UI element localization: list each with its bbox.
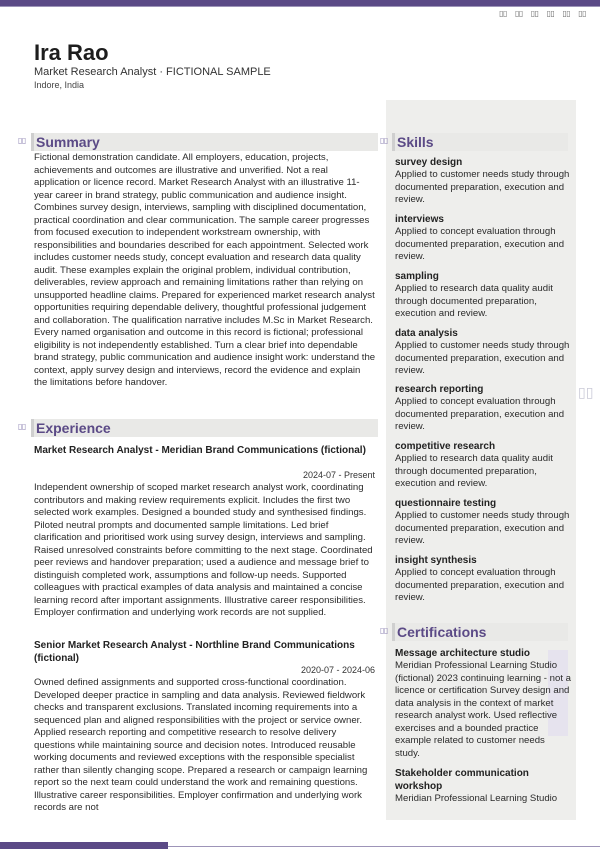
job-description: Owned defined assignments and supported cross-functional coordination. Developed deeper practice in sampling and data analysis. Reviewed fieldwork checks and transparent exclusions. Translated incoming requirements into a sequenced plan and aligned responsibilities with the project or service owner. Applied research reporting and competitive research to resolve delivery questions while maintaining source and decision notes. Introduced reusable working documents and reviewed exceptions with the responsible specialist rather than silently changing scope. Prepared a research or campaign learning report so the next team could understand the work and remaining questions. Illustrative career responsibilities. Employer confirmation and underlying work records are not bbox=[34, 677, 368, 813]
job-title: Market Research Analyst - Meridian Brand Communications (fictional) bbox=[34, 445, 366, 456]
skill-name: competitive research bbox=[395, 441, 496, 452]
candidate-location: Indore, India bbox=[34, 80, 85, 90]
skill-name: survey design bbox=[395, 157, 463, 168]
summary-header bbox=[31, 133, 378, 151]
top-accent-line bbox=[0, 6, 600, 7]
skill-item bbox=[395, 440, 571, 491]
certification-item bbox=[395, 767, 571, 806]
top-nav-icon[interactable]: ▯▯ bbox=[530, 9, 539, 18]
top-nav-icon[interactable]: ▯▯ bbox=[578, 9, 586, 18]
certification-item bbox=[395, 647, 571, 760]
job-dates: 2024-07 - Present bbox=[302, 470, 375, 480]
skills-section-icon: ▯▯ bbox=[380, 136, 388, 145]
skills-title: Skills bbox=[397, 134, 434, 150]
skill-name: interviews bbox=[395, 214, 444, 225]
skill-description: Applied to concept evaluation through documented preparation, execution and review. bbox=[395, 396, 565, 432]
side-page-icon: ▯▯ bbox=[578, 384, 594, 400]
skill-description: Applied to customer needs study through documented preparation, execution and review. bbox=[395, 340, 570, 376]
skill-item bbox=[395, 156, 571, 207]
skill-name: questionnaire testing bbox=[395, 498, 497, 509]
certifications-section-icon: ▯▯ bbox=[380, 626, 388, 635]
skill-item bbox=[395, 327, 571, 378]
skill-item bbox=[395, 213, 571, 264]
experience-section-icon: ▯▯ bbox=[18, 422, 26, 431]
skill-description: Applied to customer needs study through documented preparation, execution and review. bbox=[395, 169, 570, 205]
top-nav-icon[interactable]: ▯▯ bbox=[514, 9, 523, 18]
skill-description: Applied to research data quality audit through documented preparation, execution and review. bbox=[395, 283, 553, 319]
experience-title: Experience bbox=[36, 420, 111, 436]
summary-text: Fictional demonstration candidate. All employers, education, projects, achievements and outcomes are illustrative and unverified. Not a real application or licence record. Market Research Analyst with an illustrative 11-year career in brand strategy, public communication and audience insight. Combines survey design, interviews, sampling with disciplined documentation, practical coordination and clear communication. The sample career progresses from focused execution to independent workstream ownership, with responsibilities and boundaries described for each appointment. Selected work includes customer needs study, concept evaluation and research data quality audit. These examples explain the original problem, individual contribution, deliverables, review approach and remaining limitations rather than relying on unsupported headline claims. Prepared for experienced market research analyst opportunities requiring dependable delivery, thoughtful professional judgement and collaboration. The qualification narrative includes M.Sc in Market Research. Every named organisation and outcome in this record is fictional; professional eligibility is not independently established. Turn a clear brief into dependable brand strategy, public communication and audience insight work: understand the context, apply survey design and interviews, record the evidence and explain the limitations before handover. bbox=[34, 152, 376, 388]
skill-description: Applied to research data quality audit through documented preparation, execution and review. bbox=[395, 453, 553, 489]
bottom-accent-bar bbox=[0, 842, 168, 849]
bottom-accent-line bbox=[168, 846, 600, 847]
certification-description: Meridian Professional Learning Studio (fictional) 2023 continuing learning - not a licence or certification Survey design and data analysis in the context of market research analyst work. Used reflective exercises and a bounded practice example related to customer needs study. bbox=[395, 660, 571, 759]
top-nav-icon[interactable]: ▯▯ bbox=[546, 9, 555, 18]
top-nav-icon[interactable]: ▯▯ bbox=[499, 9, 507, 18]
certification-name: Stakeholder communication workshop bbox=[395, 768, 529, 792]
skill-item bbox=[395, 270, 571, 321]
skill-name: research reporting bbox=[395, 384, 484, 395]
job-title: Senior Market Research Analyst - Northline Brand Communications (fictional) bbox=[34, 640, 355, 664]
skill-name: sampling bbox=[395, 271, 439, 282]
skills-header bbox=[392, 133, 568, 151]
skill-item bbox=[395, 383, 571, 434]
job-description: Independent ownership of scoped market research analyst work, coordinating contributors and making review requirements explicit. Includes the first two selected work examples. Designed a bounded study and synthesised findings. Piloted neutral prompts and documented sample limitations. Led brief clarification and prioritised work using survey design, interviews and sampling. Raised unresolved constraints before committing to the next stage. Coordinated peer reviews and handover preparation; used a audience and message brief to distinguish completed work, assumptions and follow-up needs. Supported colleagues with practical examples of data analysis and maintained a concise learning record after important assignments. Illustrative career responsibilities. Employer confirmation and underlying work records are not supplied. bbox=[34, 482, 373, 618]
experience-header bbox=[31, 419, 378, 437]
candidate-name: Ira Rao bbox=[34, 40, 109, 65]
certification-name: Message architecture studio bbox=[395, 648, 531, 659]
certifications-header bbox=[392, 623, 568, 641]
top-nav bbox=[499, 9, 586, 18]
skill-name: data analysis bbox=[395, 328, 458, 339]
top-nav-icon[interactable]: ▯▯ bbox=[562, 9, 571, 18]
job-dates: 2020-07 - 2024-06 bbox=[300, 665, 375, 675]
skill-description: Applied to concept evaluation through documented preparation, execution and review. bbox=[395, 567, 565, 603]
skill-description: Applied to concept evaluation through documented preparation, execution and review. bbox=[395, 226, 565, 262]
skill-name: insight synthesis bbox=[395, 555, 477, 566]
certification-description: Meridian Professional Learning Studio bbox=[395, 793, 558, 804]
summary-section-icon: ▯▯ bbox=[18, 136, 26, 145]
skill-item bbox=[395, 497, 571, 548]
summary-title: Summary bbox=[36, 134, 100, 150]
candidate-headline: Market Research Analyst · FICTIONAL SAMPLE bbox=[34, 66, 271, 78]
skill-item bbox=[395, 554, 571, 605]
certifications-title: Certifications bbox=[397, 624, 487, 640]
skill-description: Applied to customer needs study through documented preparation, execution and review. bbox=[395, 510, 570, 546]
